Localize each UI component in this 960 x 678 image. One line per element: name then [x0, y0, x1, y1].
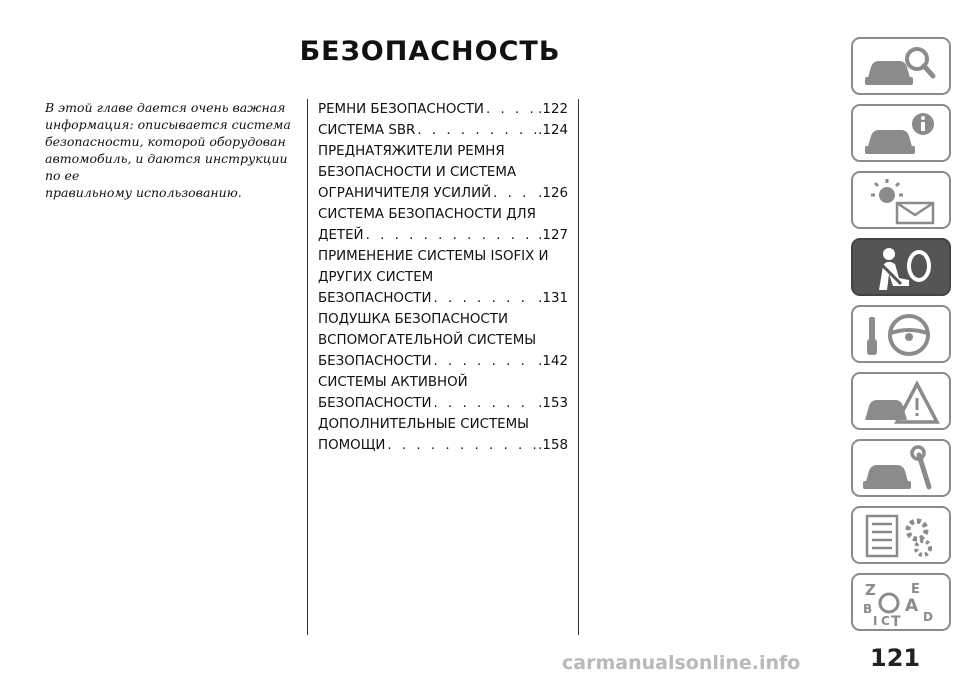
tab-index[interactable] [851, 573, 951, 631]
toc-page-number: .126 [538, 186, 568, 201]
toc-entry-airbag[interactable] [318, 309, 568, 372]
index-letter: T [891, 614, 901, 627]
toc-entry-text: РЕМНИ БЕЗОПАСНОСТИ [318, 102, 484, 117]
toc-entry-text: СИСТЕМА SBR [318, 123, 416, 138]
tab-warning-lights[interactable] [851, 171, 951, 229]
index-letter: A [905, 596, 919, 616]
intro-line: автомобиль, и даются инструкции по ее [45, 151, 288, 183]
toc-entry-active-safety[interactable] [318, 372, 568, 414]
toc-page-number: .153 [538, 396, 568, 411]
index-letter: B [863, 602, 873, 616]
tab-driving[interactable] [851, 305, 951, 363]
index-letter: D [923, 610, 933, 624]
toc-leader [434, 393, 537, 414]
page-number: 121 [870, 644, 921, 672]
toc-entry-child-restraint[interactable] [318, 204, 568, 246]
toc-entry-text: ОГРАНИЧИТЕЛЯ УСИЛИЙ [318, 186, 492, 201]
intro-line: правильному использованию. [45, 185, 242, 200]
toc-entry-sbr[interactable] [318, 120, 568, 141]
watermark: carmanualsonline.info [562, 652, 801, 674]
toc-entry-text: ДЕТЕЙ [318, 228, 364, 243]
specs-gears-icon [861, 512, 941, 560]
tab-maintenance[interactable] [851, 439, 951, 497]
toc-entry-text: ВСПОМОГАТЕЛЬНОЙ СИСТЕМЫ [318, 333, 537, 348]
tab-emergency[interactable] [851, 372, 951, 430]
warning-lights-icon [861, 177, 941, 225]
column-divider-left [307, 99, 308, 635]
tab-car-info[interactable] [851, 104, 951, 162]
index-letter: I [873, 614, 878, 627]
toc-entry-seatbelts[interactable] [318, 99, 568, 120]
toc-entry-text: ПОДУШКА БЕЗОПАСНОСТИ [318, 312, 508, 327]
toc-entry-text: СИСТЕМА БЕЗОПАСНОСТИ ДЛЯ [318, 207, 536, 222]
toc-entry-text: ДРУГИХ СИСТЕМ [318, 270, 434, 285]
table-of-contents [318, 99, 568, 456]
toc-entry-isofix[interactable] [318, 246, 568, 309]
toc-entry-text: СИСТЕМЫ АКТИВНОЙ [318, 375, 468, 390]
toc-entry-text: БЕЗОПАСНОСТИ [318, 396, 432, 411]
intro-line: В этой главе дается очень важная [45, 100, 286, 115]
toc-entry-text: БЕЗОПАСНОСТИ И СИСТЕМА [318, 165, 517, 180]
tab-safety[interactable] [851, 238, 951, 296]
index-letter: C [881, 614, 890, 627]
toc-page-number: .142 [538, 354, 568, 369]
toc-entry-text: БЕЗОПАСНОСТИ [318, 354, 432, 369]
toc-leader [434, 351, 537, 372]
toc-leader [493, 183, 536, 204]
toc-entry-driver-assist[interactable] [318, 414, 568, 456]
toc-page-number: .122 [538, 102, 568, 117]
tab-car-overview[interactable] [851, 37, 951, 95]
toc-page-number: .131 [538, 291, 568, 306]
toc-page-number: .127 [538, 228, 568, 243]
car-wrench-icon [861, 445, 941, 493]
car-warning-triangle-icon [861, 378, 941, 426]
toc-leader [434, 288, 537, 309]
toc-leader [387, 435, 536, 456]
toc-entry-text: ДОПОЛНИТЕЛЬНЫЕ СИСТЕМЫ [318, 417, 529, 432]
toc-page-number: .124 [538, 123, 568, 138]
toc-entry-text: ПОМОЩИ [318, 438, 386, 453]
alphabetical-index-icon [861, 579, 941, 627]
tab-specifications[interactable] [851, 506, 951, 564]
seatbelt-airbag-icon [861, 244, 941, 292]
steering-wheel-key-icon [861, 311, 941, 359]
column-divider-right [578, 99, 579, 635]
toc-entry-text: БЕЗОПАСНОСТИ [318, 291, 432, 306]
toc-entry-text: ПРИМЕНЕНИЕ СИСТЕМЫ ISOFIX И [318, 249, 549, 264]
index-letter: E [911, 582, 920, 597]
index-letter: Z [865, 581, 876, 599]
toc-leader [486, 99, 536, 120]
chapter-tabs [851, 37, 951, 640]
toc-entry-text: ПРЕДНАТЯЖИТЕЛИ РЕМНЯ [318, 144, 505, 159]
car-search-icon [861, 43, 941, 91]
page-title: БЕЗОПАСНОСТЬ [299, 36, 561, 67]
toc-entry-pretensioners[interactable] [318, 141, 568, 204]
intro-line: информация: описывается система [45, 117, 291, 132]
toc-leader [417, 120, 536, 141]
toc-leader [366, 225, 537, 246]
car-info-icon [861, 110, 941, 158]
intro-line: безопасности, которой оборудован [45, 134, 286, 149]
chapter-intro [45, 99, 300, 201]
toc-page-number: .158 [538, 438, 568, 453]
